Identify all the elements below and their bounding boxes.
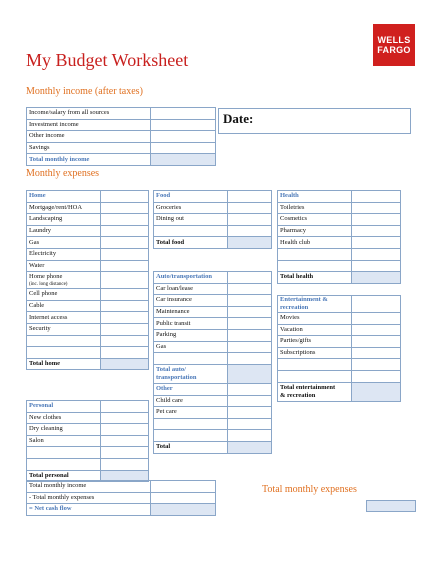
home-row-label: Electricity xyxy=(27,248,101,260)
personal-amount-field[interactable] xyxy=(101,458,149,470)
summary-row-label: Total monthly income xyxy=(27,481,151,493)
auto-amount-field[interactable] xyxy=(228,353,272,365)
entertainment-amount-field[interactable] xyxy=(352,347,401,359)
auto-row-label: Car insurance xyxy=(154,295,228,307)
other-amount-field[interactable] xyxy=(228,418,272,430)
home-amount-field[interactable] xyxy=(101,300,149,312)
health-table xyxy=(277,190,401,284)
income-table xyxy=(26,107,216,166)
home-row-label: Internet access xyxy=(27,312,101,324)
entertainment-total-label xyxy=(278,382,352,401)
auto-row-label: Car loan/lease xyxy=(154,283,228,295)
income-amount-field[interactable] xyxy=(151,131,216,143)
home-amount-field[interactable] xyxy=(101,260,149,272)
page-title: My Budget Worksheet xyxy=(26,50,189,70)
personal-amount-field[interactable] xyxy=(101,412,149,424)
food-amount-field[interactable] xyxy=(228,225,272,237)
auto-amount-field[interactable] xyxy=(228,341,272,353)
other-total-label: Total xyxy=(154,441,228,453)
auto-row-label xyxy=(154,353,228,365)
net-cash-flow-field[interactable] xyxy=(151,504,216,516)
auto-total-line2: transportation xyxy=(156,373,197,381)
auto-row-label: Gas xyxy=(154,341,228,353)
income-row-label: Income/salary from all sources xyxy=(27,108,151,120)
home-row-label: Mortgage/rent/HOA xyxy=(27,202,101,214)
food-row-label xyxy=(154,225,228,237)
home-amount-field[interactable] xyxy=(101,225,149,237)
food-heading: Food xyxy=(154,191,228,203)
home-row-label: Water xyxy=(27,260,101,272)
entertainment-total-field[interactable] xyxy=(352,382,401,401)
home-total-field[interactable] xyxy=(101,358,149,370)
health-row-label: Toiletries xyxy=(278,202,352,214)
entertainment-total-line1: Total entertainment xyxy=(280,383,336,391)
auto-amount-field[interactable] xyxy=(228,318,272,330)
entertainment-row-label: Subscriptions xyxy=(278,347,352,359)
entertainment-amount-field[interactable] xyxy=(352,370,401,382)
home-row-label: Gas xyxy=(27,237,101,249)
income-amount-field[interactable] xyxy=(151,142,216,154)
personal-row-label xyxy=(27,458,101,470)
wells-fargo-logo xyxy=(373,24,415,66)
entertainment-amount-field[interactable] xyxy=(352,336,401,348)
health-row-label xyxy=(278,260,352,272)
income-amount-field[interactable] xyxy=(151,119,216,131)
auto-amount-field[interactable] xyxy=(228,306,272,318)
home-amount-field[interactable] xyxy=(101,312,149,324)
home-row-label xyxy=(27,272,101,289)
auto-row-label: Parking xyxy=(154,329,228,341)
personal-heading: Personal xyxy=(27,401,101,413)
home-phone-label: Home phone xyxy=(29,272,63,280)
home-amount-field[interactable] xyxy=(101,289,149,301)
summary-row-label: - Total monthly expenses xyxy=(27,492,151,504)
health-row-label: Health club xyxy=(278,237,352,249)
income-row-label: Other income xyxy=(27,131,151,143)
auto-total-line1: Total auto/ xyxy=(156,365,186,373)
entertainment-heading: Entertainment & recreation xyxy=(278,296,352,313)
entertainment-row-label: Parties/gifts xyxy=(278,336,352,348)
food-amount-field[interactable] xyxy=(228,214,272,226)
entertainment-row-label: Vacation xyxy=(278,324,352,336)
health-amount-field[interactable] xyxy=(352,214,401,226)
auto-amount-field[interactable] xyxy=(228,283,272,295)
net-cash-flow-label: = Net cash flow xyxy=(27,504,151,516)
home-amount-field[interactable] xyxy=(101,214,149,226)
logo-line2: FARGO xyxy=(377,45,411,55)
entertainment-amount-field[interactable] xyxy=(352,313,401,325)
health-row-label: Pharmacy xyxy=(278,225,352,237)
home-row-label: Landscaping xyxy=(27,214,101,226)
summary-amount-field[interactable] xyxy=(151,481,216,493)
home-amount-field[interactable] xyxy=(101,237,149,249)
home-row-label: Security xyxy=(27,323,101,335)
health-amount-field[interactable] xyxy=(352,225,401,237)
auto-row-label: Maintenance xyxy=(154,306,228,318)
home-phone-note: (inc. long distance) xyxy=(29,281,68,287)
entertainment-amount-field[interactable] xyxy=(352,359,401,371)
home-total-label: Total home xyxy=(27,358,101,370)
income-heading: Monthly income (after taxes) xyxy=(26,86,143,97)
health-amount-field[interactable] xyxy=(352,260,401,272)
entertainment-total-line2: & recreation xyxy=(280,391,316,399)
auto-table xyxy=(153,271,272,384)
entertainment-table xyxy=(277,295,401,402)
personal-amount-field[interactable] xyxy=(101,424,149,436)
entertainment-row-label xyxy=(278,370,352,382)
personal-row-label: Salon xyxy=(27,435,101,447)
auto-total-field[interactable] xyxy=(228,364,272,383)
food-total-field[interactable] xyxy=(228,237,272,249)
food-row-label: Dining out xyxy=(154,214,228,226)
entertainment-row-label xyxy=(278,359,352,371)
home-row-label: Cable xyxy=(27,300,101,312)
health-amount-field[interactable] xyxy=(352,202,401,214)
auto-row-label: Public transit xyxy=(154,318,228,330)
auto-amount-field[interactable] xyxy=(228,295,272,307)
income-total-label: Total monthly income xyxy=(27,154,151,166)
personal-table xyxy=(26,400,149,482)
health-heading: Health xyxy=(278,191,352,203)
home-amount-field[interactable] xyxy=(101,202,149,214)
personal-row-label: New clothes xyxy=(27,412,101,424)
personal-total-label: Total personal xyxy=(27,470,101,482)
home-table xyxy=(26,190,149,370)
other-heading: Other xyxy=(154,384,228,396)
home-amount-field[interactable] xyxy=(101,248,149,260)
auto-total-label xyxy=(154,364,228,383)
food-total-label: Total food xyxy=(154,237,228,249)
entertainment-row-label: Movies xyxy=(278,313,352,325)
home-row-label: Cell phone xyxy=(27,289,101,301)
auto-amount-field[interactable] xyxy=(228,329,272,341)
home-amount-field[interactable] xyxy=(101,323,149,335)
food-amount-field[interactable] xyxy=(228,202,272,214)
food-table xyxy=(153,190,272,249)
other-row-label xyxy=(154,418,228,430)
other-amount-field[interactable] xyxy=(228,395,272,407)
health-amount-field[interactable] xyxy=(352,248,401,260)
home-heading: Home xyxy=(27,191,101,203)
total-monthly-expenses-label: Total monthly expenses xyxy=(262,484,357,495)
personal-row-label xyxy=(27,447,101,459)
total-monthly-expenses-field[interactable] xyxy=(366,500,416,512)
health-total-label: Total health xyxy=(278,272,352,284)
other-table xyxy=(153,383,272,454)
home-amount-field[interactable] xyxy=(101,272,149,289)
personal-row-label: Dry cleaning xyxy=(27,424,101,436)
health-row-label: Cosmetics xyxy=(278,214,352,226)
income-row-label: Savings xyxy=(27,142,151,154)
date-field[interactable] xyxy=(218,108,411,134)
other-amount-field[interactable] xyxy=(228,407,272,419)
other-row-label: Child care xyxy=(154,395,228,407)
food-row-label: Groceries xyxy=(154,202,228,214)
personal-amount-field[interactable] xyxy=(101,447,149,459)
health-row-label xyxy=(278,248,352,260)
auto-heading: Auto/transportation xyxy=(154,272,228,284)
home-row-label xyxy=(27,335,101,347)
date-label: Date: xyxy=(223,111,254,126)
summary-amount-field[interactable] xyxy=(151,492,216,504)
summary-table xyxy=(26,480,216,516)
health-total-field[interactable] xyxy=(352,272,401,284)
personal-amount-field[interactable] xyxy=(101,435,149,447)
income-row-label: Investment income xyxy=(27,119,151,131)
home-row-label: Laundry xyxy=(27,225,101,237)
other-row-label xyxy=(154,430,228,442)
entertainment-amount-field[interactable] xyxy=(352,324,401,336)
other-amount-field[interactable] xyxy=(228,430,272,442)
home-amount-field[interactable] xyxy=(101,347,149,359)
income-total-field[interactable] xyxy=(151,154,216,166)
other-row-label: Pet care xyxy=(154,407,228,419)
expenses-heading: Monthly expenses xyxy=(26,168,100,179)
home-row-label xyxy=(27,347,101,359)
logo-line1: WELLS xyxy=(377,35,411,45)
other-total-field[interactable] xyxy=(228,441,272,453)
income-amount-field[interactable] xyxy=(151,108,216,120)
health-amount-field[interactable] xyxy=(352,237,401,249)
home-amount-field[interactable] xyxy=(101,335,149,347)
